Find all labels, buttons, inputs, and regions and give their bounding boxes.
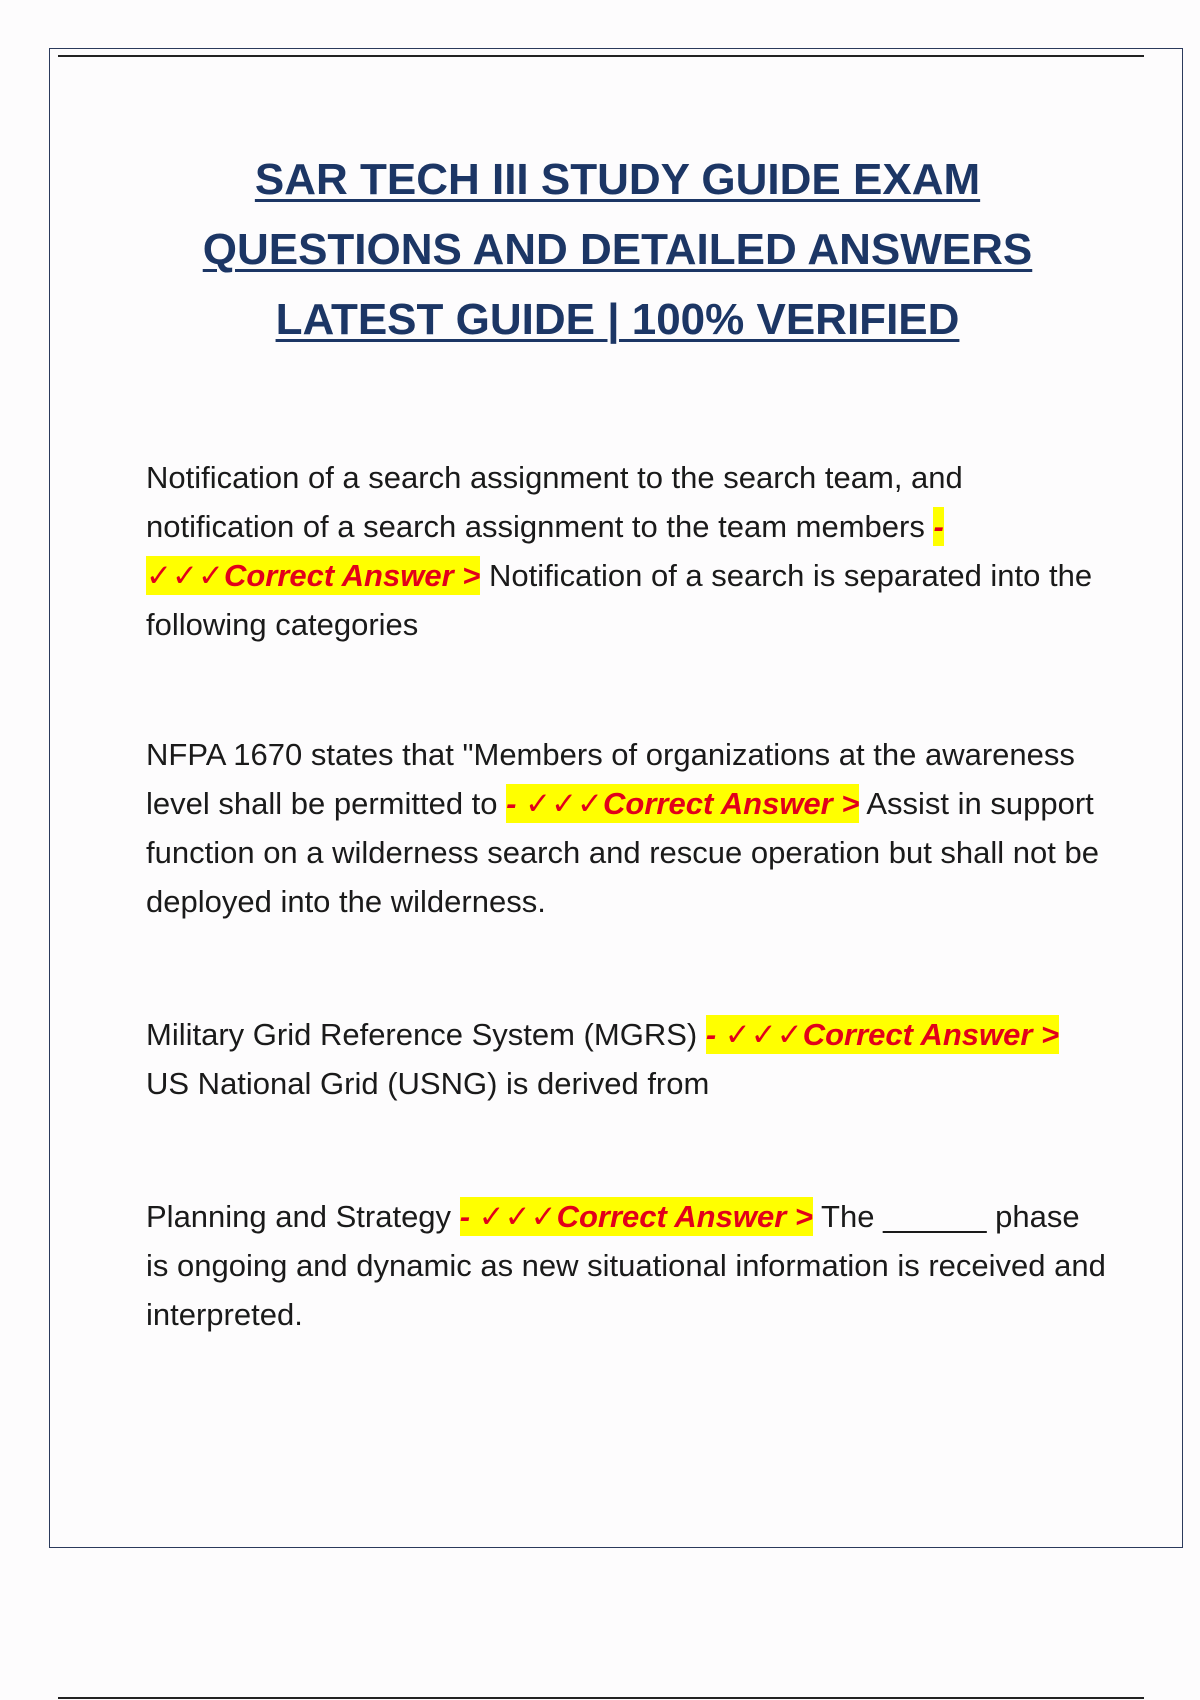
title-line-1: SAR TECH III STUDY GUIDE EXAM xyxy=(254,155,981,204)
title-line-3: LATEST GUIDE | 100% VERIFIED xyxy=(275,295,960,344)
question-text: Notification of a search assignment to the search team, and notification of a search assignment to the team members xyxy=(146,460,963,544)
top-rule xyxy=(58,55,1144,57)
correct-answer-label: Correct Answer > xyxy=(556,1199,813,1234)
document-title xyxy=(100,145,1135,355)
checkmark-icon: ✓✓✓ xyxy=(525,786,604,821)
title-line-2: QUESTIONS AND DETAILED ANSWERS xyxy=(202,225,1033,274)
qa-entry-1 xyxy=(146,453,1106,649)
answer-text: Assist in support function on a wilderness search and rescue operation but shall not be deployed into the wilderness. xyxy=(146,786,1099,919)
bottom-rule xyxy=(58,1697,1144,1699)
qa-entry-4 xyxy=(146,1192,1106,1339)
qa-entry-3 xyxy=(146,1010,1106,1108)
checkmark-icon: ✓✓✓ xyxy=(478,1199,557,1234)
correct-answer-label: Correct Answer > xyxy=(223,558,481,593)
answer-text: The ______ phase is ongoing and dynamic as new situational information is received and interpreted. xyxy=(146,1199,1106,1332)
question-text: NFPA 1670 states that "Members of organizations at the awareness level shall be permitted to xyxy=(146,737,1075,821)
checkmark-icon: ✓✓✓ xyxy=(724,1017,803,1052)
question-text: Military Grid Reference System (MGRS) xyxy=(146,1017,698,1052)
question-text: Planning and Strategy xyxy=(146,1199,452,1234)
correct-answer-label: Correct Answer > xyxy=(802,1017,1060,1052)
correct-answer-marker: - ✓✓✓Correct Answer > xyxy=(146,509,944,593)
answer-text: US National Grid (USNG) is derived from xyxy=(146,1066,710,1101)
correct-answer-marker: - ✓✓✓Correct Answer > xyxy=(459,1199,813,1234)
answer-text: Notification of a search is separated into the following categories xyxy=(146,558,1093,642)
qa-entry-2 xyxy=(146,730,1106,926)
correct-answer-marker: - ✓✓✓Correct Answer > xyxy=(705,1017,1060,1052)
correct-answer-marker: - ✓✓✓Correct Answer > xyxy=(506,786,860,821)
correct-answer-label: Correct Answer > xyxy=(603,786,860,821)
checkmark-icon: ✓✓✓ xyxy=(146,558,224,593)
